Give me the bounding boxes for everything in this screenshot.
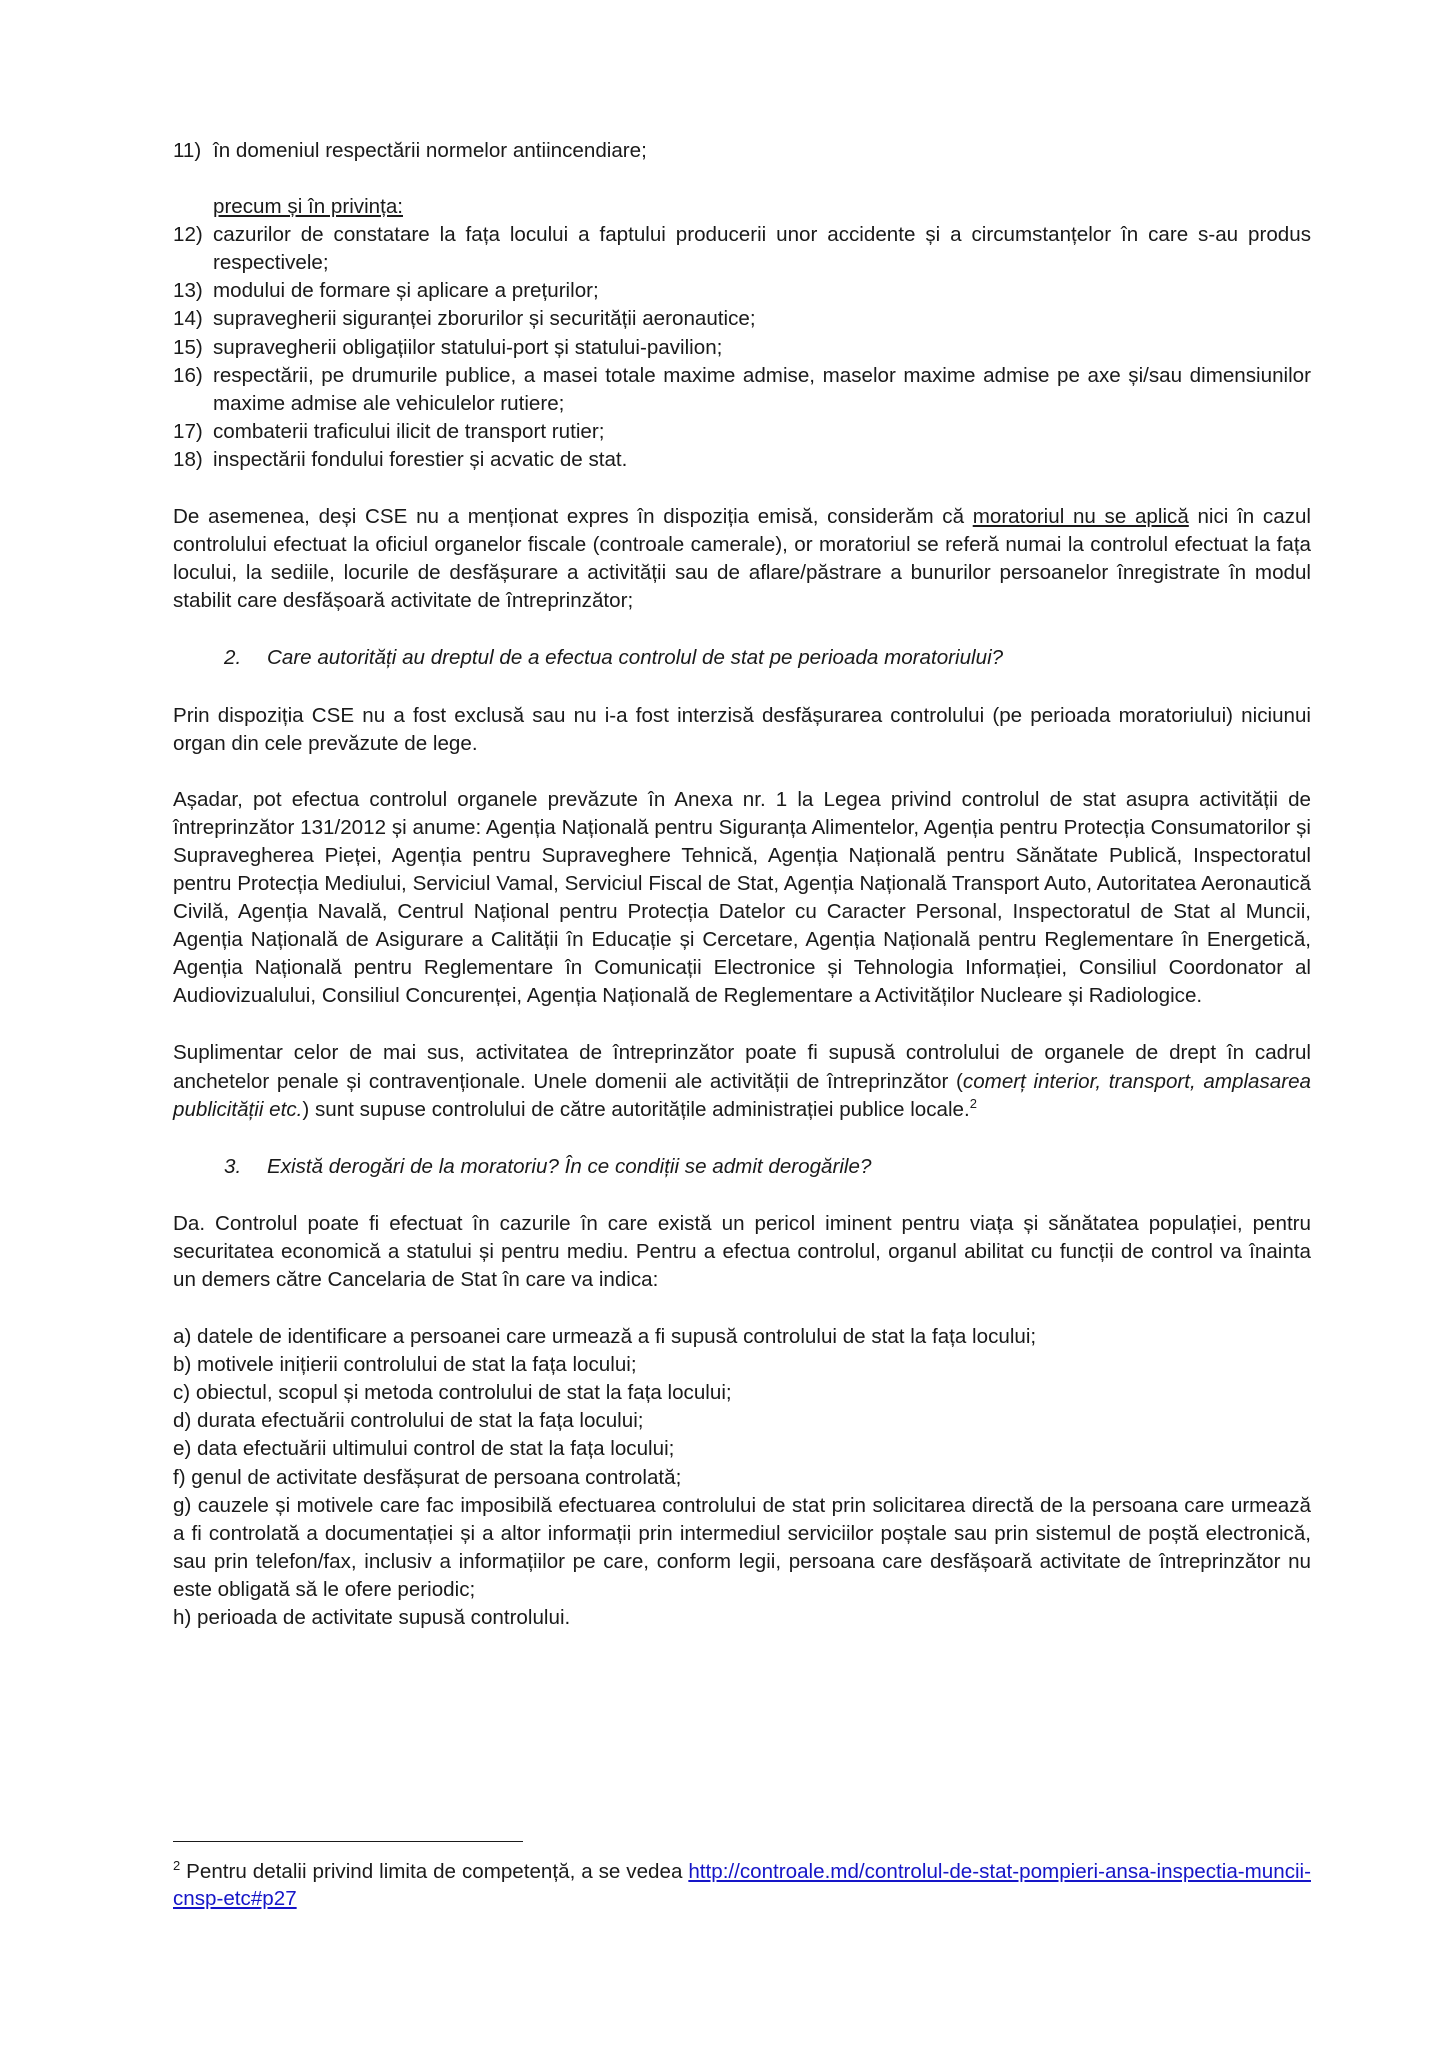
spacer: [173, 673, 1311, 702]
list-text: combaterii traficului ilicit de transport rutier;: [213, 419, 605, 443]
question-heading-2: [173, 644, 1311, 672]
letter-item-c: c) obiectul, scopul și metoda controlului de stat la fața locului;: [173, 1381, 732, 1405]
sub-heading: precum și în privința:: [213, 195, 403, 219]
list-number: 13): [173, 279, 203, 303]
list-item-13: [173, 277, 1311, 305]
footnote-reference[interactable]: 2: [969, 1095, 977, 1111]
list-number: 14): [173, 307, 203, 331]
question-number: 2.: [224, 646, 242, 670]
spacer: [173, 1294, 1311, 1323]
paragraph-da: Da. Controlul poate fi efectuat în cazurile în care există un pericol iminent pentru viața și sănătatea populației, pentru securitatea economică a statului și pentru mediu. Pentru a efectua controlul, organul abilitat cu funcții de control va înainta un demers către Cancelaria de Stat în care va indica:: [173, 1211, 1311, 1291]
list-text: respectării, pe drumurile publice, a masei totale maxime admise, maselor maxime admise pe axe și/sau dimensiunilor maxime admise ale vehiculelor rutiere;: [213, 363, 1311, 415]
letter-item-a: a) datele de identificare a persoanei care urmează a fi supusă controlului de stat la fața locului;: [173, 1325, 1037, 1349]
list-text: cazurilor de constatare la fața locului a faptului producerii unor accidente și a circumstanțelor în care s-au produs respectivele;: [213, 223, 1311, 275]
letter-item-d: d) durata efectuării controlului de stat la fața locului;: [173, 1409, 644, 1433]
letter-item-h: h) perioada de activitate supusă controlului.: [173, 1606, 571, 1630]
list-text: inspectării fondului forestier și acvatic de stat.: [213, 447, 628, 471]
spacer: [173, 1124, 1311, 1153]
italic-examples: comerț interior, transport, amplasarea publicității etc.: [173, 1069, 1312, 1121]
list-text: în domeniul respectării normelor antiincendiare;: [213, 139, 647, 162]
list-item-17: [173, 418, 1311, 446]
paragraph-prin-dispozitia: Prin dispoziția CSE nu a fost exclusă sau nu i-a fost interzisă desfășurarea controlului (pe perioada moratoriului) niciunui organ din cele prevăzute de lege.: [173, 703, 1311, 755]
list-number: 11): [173, 139, 202, 162]
list-item-11: [173, 137, 1311, 165]
spacer: [173, 758, 1311, 786]
footnote-link[interactable]: http://controale.md/controlul-de-stat-pompieri-ansa-inspectia-muncii-cnsp-etc#p27: [173, 1860, 1311, 1910]
paragraph-suplimentar: [173, 1039, 1311, 1123]
paragraph-asadar: Așadar, pot efectua controlul organele prevăzute în Anexa nr. 1 la Legea privind controlul de stat asupra activității de întreprinzător 131/2012 și anume: Agenția Națională pentru Siguranța Alimentelor, Agenția pentru Protecția Consumatorilor și Supravegherea Pieței, Agenția pentru Supraveghere Tehnică, Agenția Națională pentru Sănătate Publică, Inspectoratul pentru Protecția Mediului, Serviciul Vamal, Serviciul Fiscal de Stat, Agenția Națională Transport Auto, Autoritatea Aeronautică Civilă, Agenția Navală, Centrul Național pentru Protecția Datelor cu Caracter Personal, Inspectoratul de Stat al Muncii, Agenția Națională de Asigurare a Calității în Educație și Cercetare, Agenția Națională pentru Reglementare în Energetică, Agenția Națională pentru Reglementare în Comunicații Electronice și Tehnologia Informației, Consiliul Coordonator al Audiovizualului, Consiliul Concurenței, Agenția Națională de Reglementare a Activităților Nucleare și Radiologice.: [173, 787, 1311, 1008]
list-text: supravegherii siguranței zborurilor și securității aeronautice;: [213, 307, 756, 331]
underlined-emphasis: moratoriul nu se aplică: [972, 505, 1189, 529]
spacer: [173, 474, 1311, 503]
footnote-2: [173, 1858, 1311, 1912]
spacer: [173, 165, 1311, 193]
list-number: 16): [173, 363, 203, 387]
spacer: [173, 1010, 1311, 1039]
document-page: [173, 137, 1311, 1632]
list-item-18: [173, 446, 1311, 474]
paragraph-de-asemenea: [173, 503, 1311, 615]
list-number: 17): [173, 419, 203, 443]
letter-item-b: b) motivele inițierii controlului de stat la fața locului;: [173, 1353, 637, 1377]
footnote-text: Pentru detalii privind limita de competență, a se vedea: [180, 1860, 689, 1883]
letter-item-g: g) cauzele și motivele care fac imposibilă efectuarea controlului de stat prin solicitarea directă de la persoana care urmează a fi controlată a documentației și a altor informații prin intermediul serviciilor poștale sau prin sistemul de poștă electronică, sau prin telefon/fax, inclusiv a informațiilor pe care, conform legii, persoana care desfășoară activitate de întreprinzător nu este obligată să le ofere periodic;: [173, 1493, 1311, 1601]
list-number: 18): [173, 447, 203, 471]
footnote-separator: [173, 1841, 523, 1842]
list-item-14: [173, 305, 1311, 333]
paragraph-text: De asemenea, deși CSE nu a menționat expres în dispoziția emisă, considerăm că: [173, 505, 973, 529]
list-item-16: [173, 362, 1311, 418]
list-text: supravegherii obligațiilor statului-port și statului-pavilion;: [213, 335, 723, 359]
question-text: Care autorități au dreptul de a efectua controlul de stat pe perioada moratoriului?: [267, 646, 1004, 670]
spacer: [173, 615, 1311, 644]
paragraph-text: ) sunt supuse controlului de către autoritățile administrației publice locale.: [302, 1097, 970, 1121]
letter-item-f: f) genul de activitate desfășurat de persoana controlată;: [173, 1465, 682, 1489]
paragraph-text: nici în cazul controlului efectuat la oficiul organelor fiscale (controale camerale), or moratoriul se referă numai la controlul efectuat la fața locului, la sediile, locurile de desfășurare a activității sau de aflare/păstrare a bunurilor persoanelor înregistrate în modul stabilit care desfășoară activitate de întreprinzător;: [173, 505, 1311, 613]
list-item-15: [173, 334, 1311, 362]
list-number: 12): [173, 223, 203, 247]
list-item-12: [173, 221, 1311, 277]
question-number: 3.: [224, 1154, 242, 1178]
footnote-number: 2: [173, 1858, 181, 1873]
spacer: [173, 1181, 1311, 1210]
list-text: modului de formare și aplicare a prețurilor;: [213, 279, 599, 303]
list-number: 15): [173, 335, 203, 359]
letter-item-e: e) data efectuării ultimului control de stat la fața locului;: [173, 1437, 675, 1461]
paragraph-text: Suplimentar celor de mai sus, activitatea de întreprinzător poate fi supusă controlului de organele de drept în cadrul anchetelor penale și contravenționale. Unele domenii ale activității de întreprinzător (: [173, 1041, 1311, 1093]
question-text: Există derogări de la moratoriu? În ce condiții se admit derogările?: [267, 1154, 872, 1178]
question-heading-3: [173, 1153, 1311, 1181]
letter-list: [173, 1323, 1311, 1632]
